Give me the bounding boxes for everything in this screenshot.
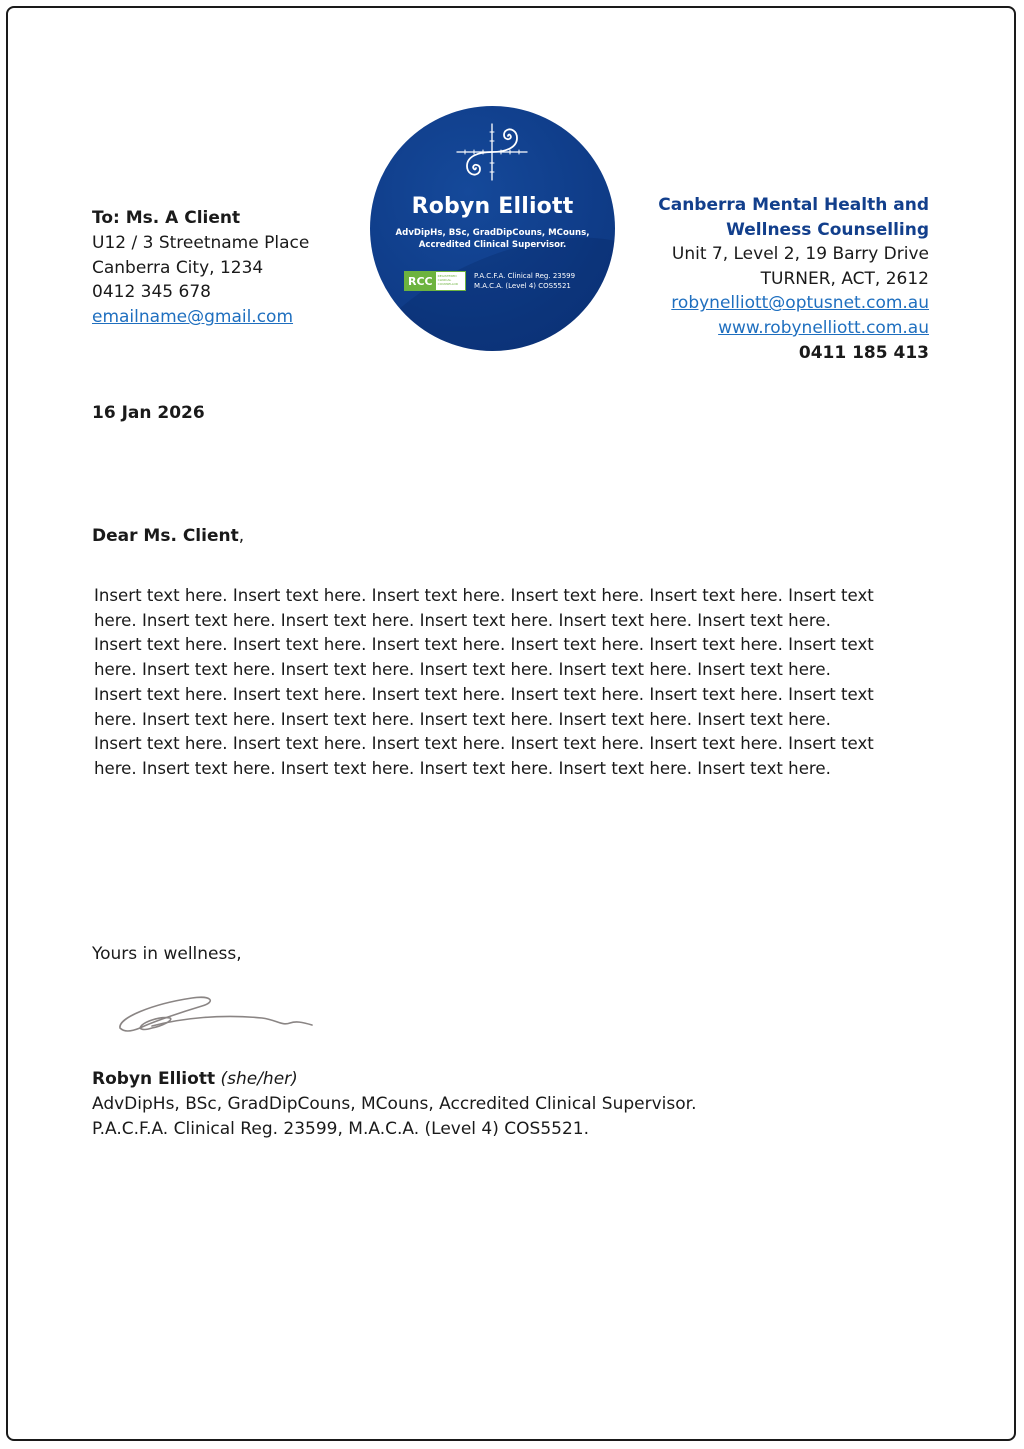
signatory-name: Robyn Elliott: [92, 1069, 216, 1089]
logo-credentials-line1: AdvDipHs, BSc, GradDipCouns, MCouns,: [395, 228, 590, 238]
logo-badge: [370, 106, 615, 351]
body-line: Insert text here. Insert text here. Insert text here. Insert text here. Insert text here. Insert text: [94, 734, 874, 754]
recipient-email-link[interactable]: emailname@gmail.com: [92, 307, 294, 328]
signature-block: [92, 1067, 696, 1141]
closing: Yours in wellness,: [92, 944, 242, 964]
rcc-badge: [404, 271, 466, 291]
organisation-name-line2: Wellness Counselling: [726, 219, 929, 240]
organisation-name-line1: Canberra Mental Health and: [658, 195, 929, 215]
logo-registration: [474, 272, 575, 291]
recipient-address-line1: U12 / 3 Streetname Place: [92, 232, 310, 253]
recipient-phone: 0412 345 678: [92, 282, 211, 303]
handwritten-signature: [112, 988, 322, 1038]
logo-name: Robyn Elliott: [411, 194, 574, 219]
letter-body: [94, 584, 884, 782]
rcc-badge-label: RCC: [405, 272, 436, 290]
letter-date: 16 Jan 2026: [92, 403, 205, 423]
recipient-name: To: Ms. A Client: [92, 208, 241, 228]
logo-credentials: [370, 228, 615, 251]
body-line: here. Insert text here. Insert text here. Insert text here. Insert text here. Insert text here.: [94, 709, 831, 729]
body-line: Insert text here. Insert text here. Insert text here. Insert text here. Insert text here. Insert text: [94, 586, 874, 605]
body-line: Insert text here. Insert text here. Insert text here. Insert text here. Insert text here. Insert text: [94, 684, 874, 704]
recipient-block: [92, 206, 309, 330]
sender-phone: 0411 185 413: [798, 342, 929, 363]
sender-address-line1: Unit 7, Level 2, 19 Barry Drive: [671, 244, 929, 265]
logo-reg-line1: P.A.C.F.A. Clinical Reg. 23599: [474, 272, 576, 280]
salutation-name: Dear Ms. Client: [92, 526, 239, 546]
body-line: here. Insert text here. Insert text here. Insert text here. Insert text here. Insert text here.: [94, 610, 831, 630]
body-line: here. Insert text here. Insert text here. Insert text here. Insert text here. Insert text here.: [94, 660, 831, 680]
salutation-punctuation: ,: [238, 526, 245, 546]
rcc-badge-sub: REGISTERED CLINICAL COUNSELLOR: [437, 274, 459, 286]
body-line: here. Insert text here. Insert text here. Insert text here. Insert text here. Insert text here.: [94, 758, 831, 778]
recipient-address-line2: Canberra City, 1234: [92, 257, 264, 278]
signatory-credentials: AdvDipHs, BSc, GradDipCouns, MCouns, Accredited Clinical Supervisor.: [92, 1093, 697, 1114]
sender-address-line2: TURNER, ACT, 2612: [760, 268, 929, 289]
sender-block: [658, 193, 929, 365]
spiral-axes-icon: [455, 122, 530, 182]
sender-website-link[interactable]: www.robynelliott.com.au: [718, 317, 929, 338]
sender-email-link[interactable]: robynelliott@optusnet.com.au: [671, 293, 929, 314]
salutation: [92, 526, 244, 546]
logo-reg-line2: M.A.C.A. (Level 4) COS5521: [474, 281, 571, 290]
signatory-registration: P.A.C.F.A. Clinical Reg. 23599, M.A.C.A. (Level 4) COS5521.: [92, 1118, 589, 1139]
body-line: Insert text here. Insert text here. Insert text here. Insert text here. Insert text here. Insert text: [94, 635, 874, 655]
signatory-pronouns: (she/her): [220, 1069, 298, 1089]
logo-credentials-line2: Accredited Clinical Supervisor.: [418, 239, 567, 250]
